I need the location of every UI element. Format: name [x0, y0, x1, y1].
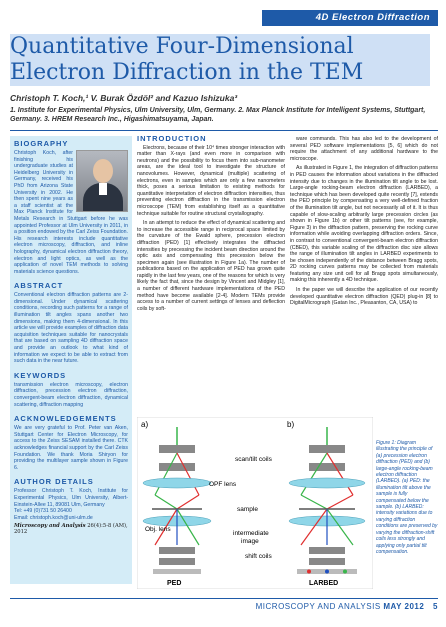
figure-1-diagram: [137, 417, 373, 589]
label-sample: sample: [237, 506, 258, 513]
citation-journal: Microscopy and Analysis: [14, 523, 86, 530]
author-tel: Tel: +49 (0)731 50 26400: [14, 508, 72, 515]
author-details-text: Professor Christoph T. Koch, Institute for Experimental Physics, Ulm University, Albert-Einstein-Allee 11, 89081 Ulm, Germany: [14, 488, 128, 508]
acknowledgements-text: We are very grateful to Prof. Peter van Aken, Stuttgart Center for Electron Microscopy, for access to the Zeiss SESAM installed there. CTK acknowledges financial support by the Carl Zeiss Foundation. We thank Moria Shiryon for providing the multilayer sample shown in Figure 6.: [14, 425, 128, 471]
intro-paragraph: Electrons, because of their 10⁴ times stronger interaction with matter than X-rays (and even more in comparison with neutrons) and the possibility to focus them into sub-nanometer areas, are the ideal tool to investigate the structure of nanovolumes. However, dynamical (multiple) scattering of electrons, even in samples which are only a few nanometers thick, poses a serious limitation to existing methods for quantitative interpretation of electron diffraction intensities, thus preventing electron diffraction in the transmission electron microscope (TEM) from establishing itself as a quantitative technique suitable for routine structural crystallography.: [137, 144, 285, 217]
citation: [14, 523, 128, 535]
footer-journal: MICROSCOPY AND ANALYSIS: [255, 602, 381, 611]
keywords-text: transmission electron microscopy, electron diffraction, precession electron diffraction, convergent-beam electron diffraction, dynamical scattering, diffraction mapping: [14, 381, 128, 408]
label-ped: PED: [167, 580, 182, 587]
abstract-text: Conventional electron diffraction patterns are 2-dimensional. Under dynamical scattering conditions, recording such patterns for a range of illumination tilt angles spans another two dimensions, making them 4-dimensional. In this article we will provide examples of diffraction data acquisition techniques suitable for nanocrystals that are based on sampling 4D diffraction space and provide an outlook to what kind of information we expect to be able to extract from such data in the near future.: [14, 292, 128, 365]
author-details-heading: AUTHOR DETAILS: [14, 477, 94, 487]
scan-coil-upper-b: [309, 445, 345, 453]
page-number: 5: [433, 602, 438, 611]
opf-lens: [143, 478, 211, 488]
label-intermediate: intermediate: [233, 530, 269, 537]
author-portrait: [76, 150, 128, 212]
main-column-1: [137, 136, 285, 315]
disc-red: [307, 570, 311, 574]
disc-green: [343, 570, 347, 574]
abstract-section: [14, 281, 128, 365]
section-banner: 4D Electron Diffraction: [262, 10, 438, 26]
page-footer: [0, 602, 438, 611]
label-opf-lens: OPF lens: [209, 481, 237, 488]
opf-lens-b: [289, 478, 365, 488]
biography-text: Christoph Koch, after finishing his undergraduate studies at Heidelberg University in Germany, received his PhD from Arizona State University in 2002. He then spent nine years as a staff scientist at the Max Planck Institute for Metals Research in Stuttgart before he was appointed Professor at Ulm University in 2011, in a position endowed by the Carl Zeiss Foundation. His research interests include quantitative electron microscopy, diffraction, and inline holography, dynamical electron diffraction theory, electron and light optics, as well as the application of novel TEM methods to solving materials science questions.: [14, 150, 128, 275]
disc-blue: [325, 570, 329, 574]
label-larbed: LARBED: [309, 580, 339, 587]
article-title-text: Quantitative Four-Dimensional Electron Diffraction in the TEM: [10, 34, 364, 85]
figure-1-caption: Figure 1: Diagram illustrating the principle of (a) precession electron diffraction (PED) and (b) large-angle rocking-beam electron diffraction (LARBED). (a) PED: the illumination tilt above the sample is fully compensated below the sample. (b) LARBED: intensity variations due to varying diffraction conditions are preserved by varying the diffraction-shift coils less strongly and applying only partial tilt compensation.: [376, 440, 438, 555]
shift-coil-upper: [159, 547, 195, 554]
biography-heading: BIOGRAPHY: [14, 139, 69, 148]
shift-coil-lower: [159, 558, 195, 565]
sidebar: [10, 136, 132, 584]
abstract-heading: ABSTRACT: [14, 281, 64, 291]
authors-line: Christoph T. Koch,¹ V. Burak Özdöl² and Kazuo Ishizuka³: [10, 93, 238, 103]
affiliations: 1. Institute for Experimental Physics, Ulm University, Ulm, Germany. 2. Max Planck Institute for Intelligent Systems, Stuttgart, Germany. 3. HREM Research Inc., Higashimatsuyama, Japan.: [10, 107, 426, 123]
keywords-heading: KEYWORDS: [14, 370, 67, 380]
acknowledgements-section: [14, 414, 128, 471]
shift-coil-upper-b: [309, 547, 345, 554]
acknowledgements-heading: ACKNOWLEDGEMENTS: [14, 414, 117, 424]
label-shift-coils: shift coils: [245, 553, 272, 560]
label-b: b): [287, 420, 295, 429]
main-column-2: [290, 136, 438, 310]
portrait-collar: [99, 183, 107, 195]
col2-paragraph: ware commands. This has also led to the development of several PED software implementations [5, 6] which do not require the attachment of any additional hardware to the microscope.: [290, 136, 438, 162]
article-title: [10, 34, 430, 86]
detector-plane: [153, 569, 201, 574]
figure-1: [137, 417, 373, 589]
shift-coil-lower-b: [309, 558, 345, 565]
label-image: image: [241, 538, 259, 545]
scan-coil-lower: [159, 463, 195, 471]
label-obj-lens: Obj. lens: [145, 526, 171, 533]
footer-rule: [10, 598, 438, 599]
scan-coil-lower-b: [309, 463, 345, 471]
col2-paragraph: In the paper we will describe the application of our recently developed quantitative electron diffraction (QED) plug-in [8] to DigitalMicrograph (Gatan Inc., Pleasanton, CA, USA) to: [290, 287, 438, 307]
label-scan-coils: scan/tilt coils: [235, 456, 272, 463]
portrait-head: [93, 159, 113, 183]
scan-coil-upper: [159, 445, 195, 453]
introduction-heading: INTRODUCTION: [137, 134, 207, 143]
footer-date: MAY 2012: [383, 602, 425, 611]
citation-ref: 26(4):5-8 (AM), 2012: [14, 523, 128, 536]
author-email[interactable]: Email: christoph.koch@uni-ulm.de: [14, 514, 93, 521]
label-a: a): [141, 420, 149, 429]
col2-paragraph: As illustrated in Figure 1, the integration of diffraction patterns in PED causes the information about variations in the diffracted intensity due to changes in the illumination tilt angle to be lost. Large-angle rocking-beam electron diffraction (LARBED), a technique which has been developed quite recently [7], extends the PED principle by compensating a very well-defined fraction of the illumination tilt angle, but not necessarily all of it. It is thus capable of slow-scaling arbitrarily large precession circles (as shown in Figure 1b) or other tilt patterns (see, for example, Figure 3) in the diffraction pattern, preserving the rocking curve information while avoiding overlapping diffraction orders. Since, in contrast to conventional convergent-beam electron diffraction (CBED), this variable scaling of the diffraction disc size allows the range of illumination tilt angles in LARBED experiments to be chosen independently of the distance between Bragg spots, 2D rocking curves patterns may be collected from materials featuring any size unit cell for all Bragg spots simultaneously, making this inherently a 4D technique.: [290, 165, 438, 284]
keywords-section: [14, 371, 128, 408]
intro-paragraph: In an attempt to reduce the effect of dynamical scattering and to increase the accessible range in reciprocal space limited by the curvature of the Ewald sphere, precession electron diffraction (PED) [1] effectively integrates the diffracted intensities by precessing the incident beam direction around the optic axis and compensating this precession below the specimen again (see illustration in Figure 1a). The number of publications based on the application of PED has grown quite rapidly in the last few years, one of the reasons for which is very likely the fact that, since the design by Vincent and Midgley [1], a number of different hardware implementations of the PED method have become available [2-4]. Modern TEMs provide access to a number of current settings of lenses and deflection coils by soft-: [137, 220, 285, 312]
header-rule: [10, 130, 438, 131]
biography-section: [14, 139, 128, 275]
author-details-section: [14, 477, 128, 535]
